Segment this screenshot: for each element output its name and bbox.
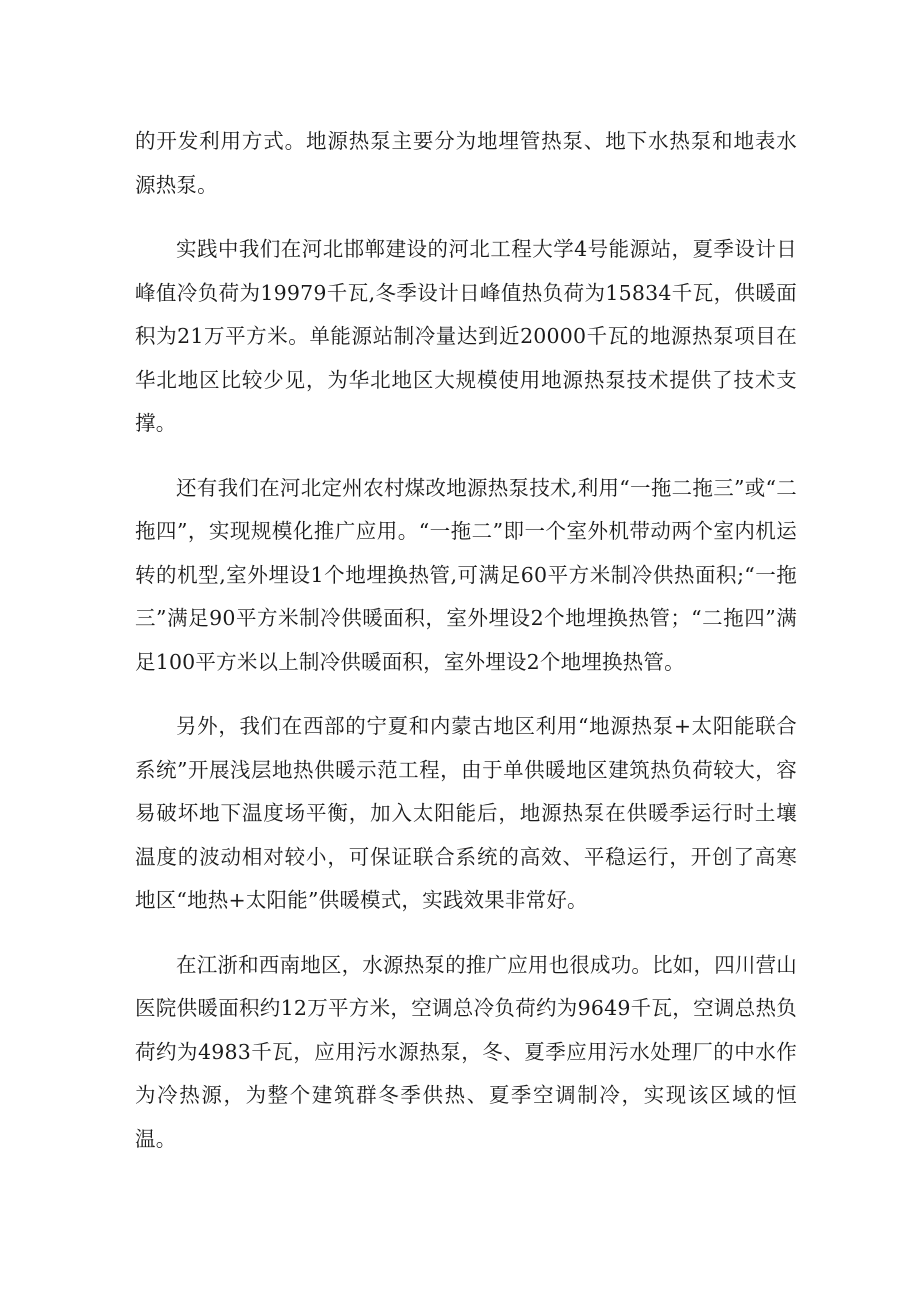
paragraph-hebei-energy-station: 实践中我们在河北邯郸建设的河北工程大学4号能源站，夏季设计日峰值冷负荷为19979千瓦,冬季设计日峰值热负荷为15834千瓦，供暖面积为21万平方米。单能源站制冷量达到近20000千瓦的地源热泵项目在华北地区比较少见，为华北地区大规模使用地源热泵技术提供了技术支撑。 — [135, 237, 797, 435]
paragraph-continuation: 的开发利用方式。地源热泵主要分为地埋管热泵、地下水热泵和地表水源热泵。 — [135, 129, 797, 197]
paragraph-solar-combined-system: 另外，我们在西部的宁夏和内蒙古地区利用“地源热泵+太阳能联合系统”开展浅层地热供暖示范工程，由于单供暖地区建筑热负荷较大，容易破坏地下温度场平衡，加入太阳能后，地源热泵在供暖季运行时土壤温度的波动相对较小，可保证联合系统的高效、平稳运行，开创了高寒地区“地热+太阳能”供暖模式，实践效果非常好。 — [135, 714, 797, 912]
paragraph-water-source-heat-pump: 在江浙和西南地区，水源热泵的推广应用也很成功。比如，四川营山医院供暖面积约12万平方米，空调总冷负荷约为9649千瓦，空调总热负荷约为4983千瓦，应用污水源热泵，冬、夏季应用污水处理厂的中水作为冷热源，为整个建筑群冬季供热、夏季空调制冷，实现该区域的恒温。 — [135, 952, 797, 1151]
document-body — [135, 120, 797, 1161]
paragraph-dingzhou-rural: 还有我们在河北定州农村煤改地源热泵技术,利用“一拖二拖三”或“二拖四”，实现规模化推广应用。“一拖二”即一个室外机带动两个室内机运转的机型,室外埋设1个地埋换热管,可满足60平方米制冷供热面积;“一拖三”满足90平方米制冷供暖面积，室外埋设2个地埋换热管；“二拖四”满足100平方米以上制冷供暖面积，室外埋设2个地埋换热管。 — [135, 475, 797, 674]
